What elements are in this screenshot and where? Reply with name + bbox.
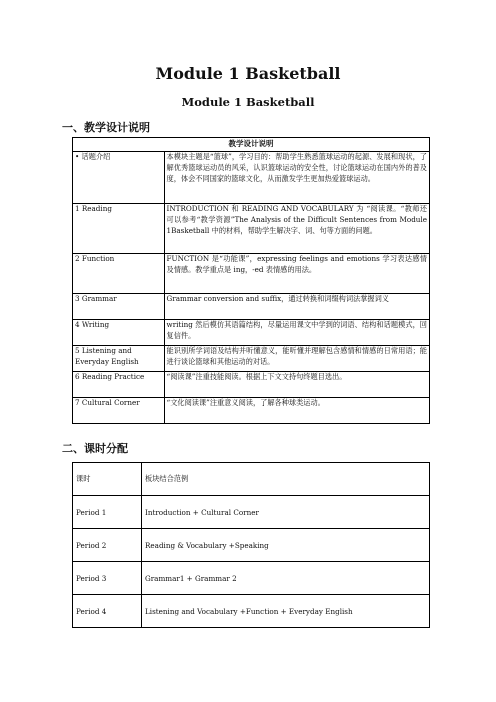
row-text: FUNCTION 是“功能课”，expressing feelings and emotions 学习表达感情及情感。教学重点是 ing，-ed 表情感的用法。 <box>164 254 429 294</box>
section-heading-periods: 二、课时分配 <box>62 442 128 455</box>
row-text: 本模块主题是“篮球”，学习目的：帮助学生熟悉篮球运动的起源、发展和现状，了解优秀篮球运动员的风采，认识篮球运动的安全性，讨论篮球运动在国内外的普及度，体会不同国家的篮球文化，从而激发学生更加热爱篮球运动。 <box>164 152 429 204</box>
row-label: 2 Function <box>73 254 165 294</box>
row-text: INTRODUCTION 和 READING AND VOCABULARY 为 “阅读课。“教师还可以参考“教学资源”The Analysis of the Difficult Sentences from Module 1Basketball 中的材料，帮助学生解决字、词、句等方面的问题。 <box>164 204 429 254</box>
row-text: “文化阅读课”注重意义阅读，了解各种球类运动。 <box>164 398 429 424</box>
row-label: 3 Grammar <box>73 294 165 320</box>
table-row <box>73 595 430 628</box>
table-row <box>73 562 430 595</box>
row-label: 4 Writing <box>73 320 165 346</box>
row-text: “阅读课”注重技能阅读。根据上下文文持句终题目选出。 <box>164 372 429 398</box>
period-allocation-table <box>72 462 430 628</box>
table-row <box>73 398 430 424</box>
row-text: 能识别所学词语及结构并听懂意义，能听懂并理解包含感情和情感的日常用语；能进行谈论篮球和其他运动的对话。 <box>164 346 429 372</box>
page-title: Module 1 Basketball <box>155 64 341 83</box>
table-row <box>73 254 430 294</box>
table-row <box>73 372 430 398</box>
table-row <box>73 152 430 204</box>
row-label: 7 Cultural Corner <box>73 398 165 424</box>
teaching-design-table <box>72 137 430 424</box>
row-label: 1 Reading <box>73 204 165 254</box>
content-cell: Grammar1 + Grammar 2 <box>142 562 430 595</box>
row-text: writing 然后模仿其语篇结构，尽量运用课文中学到的词语、结构和话题模式，回复信件。 <box>164 320 429 346</box>
period-cell: Period 1 <box>73 496 142 529</box>
section-heading-design: 一、教学设计说明 <box>62 121 150 134</box>
table-row <box>73 320 430 346</box>
table-row <box>73 346 430 372</box>
content-cell: Reading & Vocabulary +Speaking <box>142 529 430 562</box>
row-label: 6 Reading Practice <box>73 372 165 398</box>
content-cell: Introduction + Cultural Corner <box>142 496 430 529</box>
period-cell: Period 2 <box>73 529 142 562</box>
content-cell: Listening and Vocabulary +Function + Everyday English <box>142 595 430 628</box>
period-cell: Period 4 <box>73 595 142 628</box>
page-subtitle: Module 1 Basketball <box>181 95 315 109</box>
table-row <box>73 204 430 254</box>
row-label: 5 Listening and Everyday English <box>73 346 165 372</box>
row-label: • 话题介绍 <box>73 152 165 204</box>
table-row <box>73 463 430 496</box>
period-cell: 课时 <box>73 463 142 496</box>
table-row <box>73 294 430 320</box>
table-header: 教学设计说明 <box>73 138 430 152</box>
row-text: Grammar conversion and suffix，通过转换和词缀构词法掌握词义 <box>164 294 429 320</box>
table-row <box>73 496 430 529</box>
period-cell: Period 3 <box>73 562 142 595</box>
content-cell: 板块结合范例 <box>142 463 430 496</box>
table-row <box>73 529 430 562</box>
